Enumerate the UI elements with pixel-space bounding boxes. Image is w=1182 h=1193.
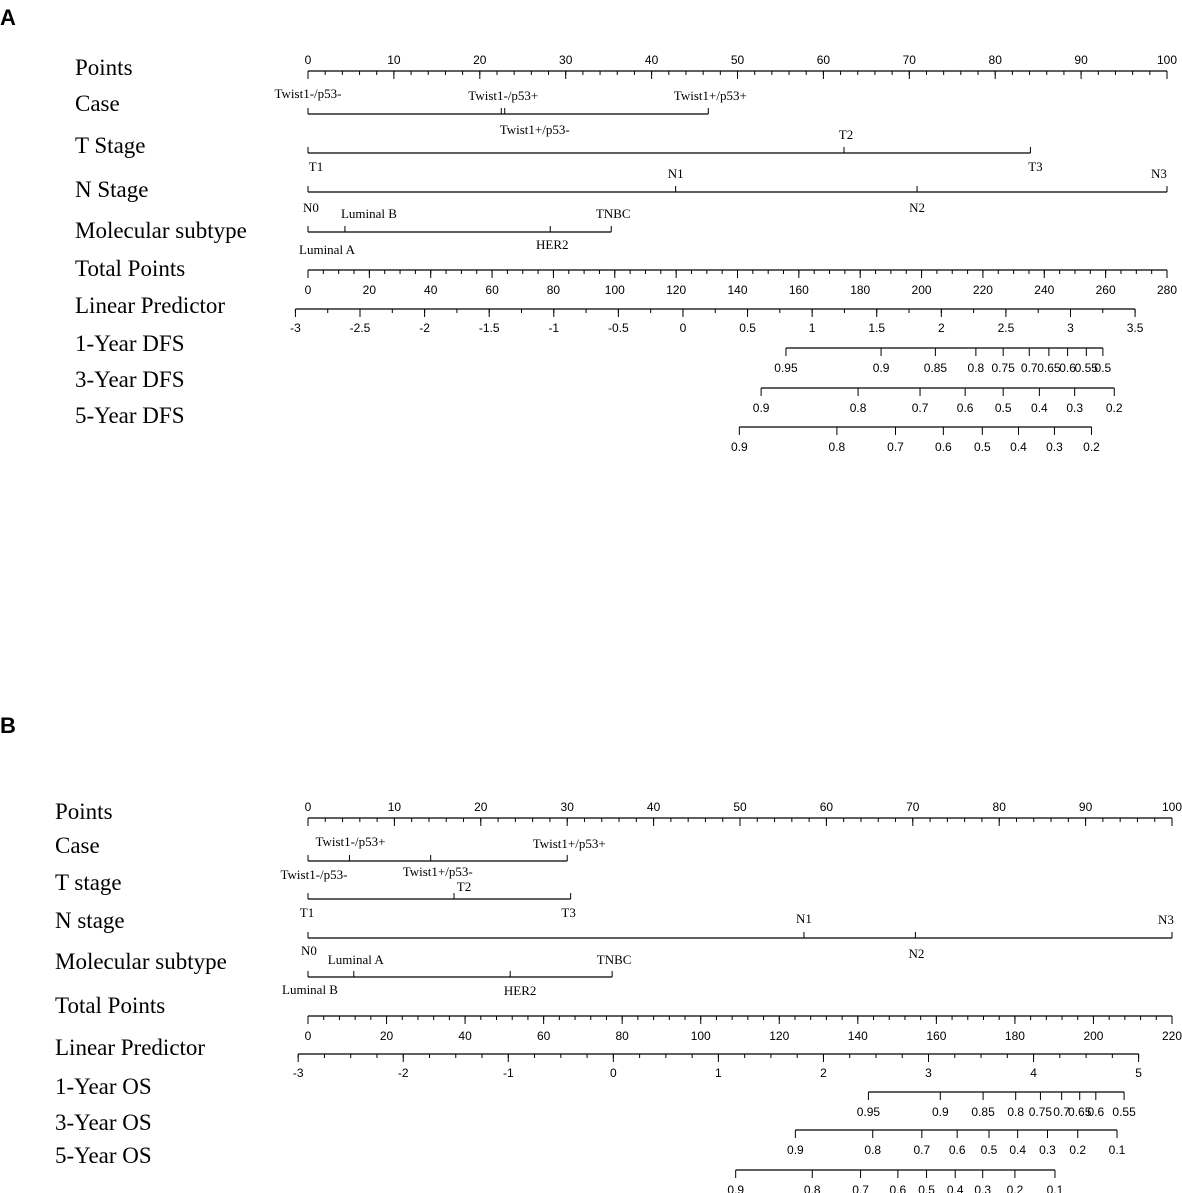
probability-label: 0.9 — [931, 1105, 949, 1119]
probability-label: 0.7 — [887, 440, 904, 454]
category-label: N2 — [909, 200, 925, 215]
probability-label: 0.6 — [889, 1183, 907, 1193]
probability-label: 0.6 — [948, 1143, 966, 1157]
panel-a — [0, 5, 1177, 454]
probability-label: 0.95 — [856, 1105, 881, 1119]
tick-label: 2 — [937, 321, 945, 335]
tick-label: 100 — [690, 1029, 711, 1043]
tick-label: 2 — [820, 1066, 827, 1080]
row-5-year-os — [55, 1143, 1064, 1193]
row-label: N stage — [55, 908, 125, 933]
probability-label: 0.9 — [730, 440, 748, 454]
tick-label: 50 — [733, 800, 747, 814]
tick-label: 60 — [485, 283, 499, 297]
probability-label: 0.8 — [849, 401, 867, 415]
tick-label: 0 — [610, 1066, 617, 1080]
probability-label: 0.3 — [1039, 1143, 1056, 1157]
panel-letter: A — [0, 5, 16, 30]
tick-label: -0.5 — [608, 321, 629, 335]
category-label: Luminal A — [299, 242, 355, 257]
probability-label: 0.4 — [946, 1183, 964, 1193]
row-case — [55, 833, 606, 882]
category-label: N1 — [795, 911, 812, 926]
tick-label: 40 — [424, 283, 438, 297]
tick-label: 3 — [925, 1066, 932, 1080]
tick-label: 2.5 — [997, 321, 1015, 335]
tick-label: 3 — [1067, 321, 1074, 335]
tick-label: 80 — [615, 1029, 629, 1043]
tick-label: -2 — [397, 1066, 409, 1080]
tick-label: 1 — [715, 1066, 722, 1080]
row-label: Linear Predictor — [55, 1035, 206, 1060]
category-label: Twist1+/p53+ — [673, 88, 747, 103]
probability-label: 0.8 — [864, 1143, 882, 1157]
row-molecular-subtype — [55, 949, 631, 998]
tick-label: 0 — [304, 800, 312, 814]
tick-label: 60 — [819, 800, 834, 814]
probability-label: 0.3 — [1046, 440, 1063, 454]
tick-label: 20 — [362, 283, 377, 297]
category-label: N0 — [303, 200, 319, 215]
tick-label: 80 — [992, 800, 1006, 814]
tick-label: -1.5 — [478, 321, 500, 335]
tick-label: 0.5 — [739, 321, 756, 335]
probability-label: 0.1 — [1046, 1183, 1064, 1193]
probability-label: 0.1 — [1108, 1143, 1126, 1157]
tick-label: 90 — [1078, 800, 1093, 814]
tick-label: 40 — [646, 800, 661, 814]
category-label: N2 — [908, 946, 925, 961]
category-label: Twist1-/p53+ — [468, 88, 539, 103]
row-points — [75, 53, 1177, 80]
tick-label: 80 — [546, 283, 561, 297]
probability-label: 0.6 — [956, 401, 974, 415]
category-label: N1 — [667, 166, 684, 181]
category-label: Luminal B — [282, 982, 338, 997]
tick-label: 20 — [379, 1029, 394, 1043]
panel-letter: B — [0, 713, 16, 738]
row-label: 5-Year DFS — [75, 403, 185, 428]
tick-label: 60 — [816, 53, 831, 67]
row-label: Total Points — [55, 993, 166, 1018]
category-label: T1 — [308, 159, 324, 174]
panel-b — [0, 713, 1182, 1193]
tick-label: 1 — [808, 321, 816, 335]
tick-label: 220 — [972, 283, 993, 297]
tick-label: 120 — [769, 1029, 790, 1043]
category-label: TNBC — [595, 206, 631, 221]
tick-label: 3.5 — [1126, 321, 1144, 335]
category-label: TNBC — [596, 952, 632, 967]
probability-label: 0.2 — [1083, 440, 1100, 454]
category-label: N3 — [1158, 912, 1174, 927]
row-label: Points — [55, 799, 113, 824]
probability-label: 0.7 — [1020, 361, 1038, 375]
row-linear-predictor — [75, 293, 1144, 335]
tick-label: 160 — [788, 283, 809, 297]
row-label: Linear Predictor — [75, 293, 226, 318]
tick-label: 180 — [850, 283, 871, 297]
tick-label: -3 — [292, 1066, 304, 1080]
probability-label: 0.75 — [1028, 1105, 1053, 1119]
tick-label: 4 — [1030, 1066, 1037, 1080]
tick-label: 10 — [387, 53, 401, 67]
row-label: 3-Year OS — [55, 1110, 152, 1135]
probability-label: 0.85 — [971, 1105, 995, 1119]
row-label: Molecular subtype — [55, 949, 227, 974]
tick-label: 140 — [727, 283, 748, 297]
category-label: N0 — [301, 943, 317, 958]
row-3-year-dfs — [75, 367, 1123, 415]
probability-label: 0.3 — [1066, 401, 1084, 415]
tick-label: 180 — [1004, 1029, 1025, 1043]
tick-label: 30 — [559, 53, 573, 67]
category-label: N3 — [1151, 166, 1167, 181]
tick-label: 50 — [730, 53, 745, 67]
probability-label: 0.4 — [1009, 1143, 1027, 1157]
tick-label: 220 — [1161, 1029, 1182, 1043]
tick-label: 80 — [988, 53, 1002, 67]
tick-label: 0 — [304, 1029, 312, 1043]
category-label: T1 — [299, 905, 315, 920]
tick-label: -2 — [419, 321, 430, 335]
category-label: HER2 — [503, 983, 537, 998]
category-label: Luminal A — [327, 952, 384, 967]
category-label: T2 — [838, 127, 854, 142]
tick-label: 10 — [387, 800, 402, 814]
probability-label: 0.9 — [752, 401, 770, 415]
probability-label: 0.2 — [1105, 401, 1123, 415]
tick-label: 20 — [474, 800, 488, 814]
probability-label: 0.5 — [918, 1183, 935, 1193]
probability-label: 0.9 — [872, 361, 890, 375]
row-1-year-dfs — [75, 331, 1112, 375]
probability-label: 0.4 — [1010, 440, 1027, 454]
probability-label: 0.9 — [787, 1143, 804, 1157]
row-label: 5-Year OS — [55, 1143, 152, 1168]
tick-label: 200 — [911, 283, 932, 297]
row-1-year-os — [55, 1074, 1136, 1119]
category-label: T3 — [561, 905, 576, 920]
tick-label: -2.5 — [349, 321, 371, 335]
category-label: Twist1+/p53- — [499, 122, 570, 137]
probability-label: 0.4 — [1031, 401, 1048, 415]
tick-label: 70 — [902, 53, 916, 67]
category-label: Luminal B — [340, 206, 397, 221]
probability-label: 0.7 — [911, 401, 929, 415]
tick-label: 0 — [679, 321, 687, 335]
row-label: Molecular subtype — [75, 218, 247, 243]
row-total-points — [75, 256, 1177, 297]
tick-label: 70 — [906, 800, 920, 814]
probability-label: 0.85 — [923, 361, 948, 375]
row-label: 3-Year DFS — [75, 367, 185, 392]
probability-label: 0.8 — [803, 1183, 821, 1193]
category-label: Twist1-/p53+ — [315, 834, 386, 849]
tick-label: 0 — [304, 283, 312, 297]
probability-label: 0.7 — [913, 1143, 931, 1157]
tick-label: 5 — [1135, 1066, 1142, 1080]
probability-label: 0.2 — [1069, 1143, 1087, 1157]
row-label: 1-Year OS — [55, 1074, 152, 1099]
probability-label: 0.55 — [1112, 1105, 1136, 1119]
category-label: Twist1+/p53- — [402, 864, 473, 879]
tick-label: 40 — [458, 1029, 472, 1043]
tick-label: 120 — [666, 283, 687, 297]
category-label: HER2 — [535, 237, 569, 252]
row-label: T stage — [55, 870, 122, 895]
category-label: Twist1-/p53- — [280, 867, 348, 882]
probability-label: 0.95 — [774, 361, 798, 375]
row-label: N Stage — [75, 177, 149, 202]
tick-label: 260 — [1095, 283, 1116, 297]
tick-label: 90 — [1074, 53, 1088, 67]
category-label: Twist1-/p53- — [274, 86, 342, 101]
probability-label: 0.65 — [1068, 1105, 1092, 1119]
probability-label: 0.6 — [935, 440, 952, 454]
tick-label: 1.5 — [868, 321, 886, 335]
probability-label: 0.7 — [852, 1183, 869, 1193]
tick-label: 160 — [926, 1029, 947, 1043]
probability-label: 0.3 — [974, 1183, 992, 1193]
row-label: Points — [75, 55, 133, 80]
probability-label: 0.5 — [973, 440, 991, 454]
tick-label: -1 — [502, 1066, 514, 1080]
row-total-points — [55, 993, 1182, 1043]
category-label: Twist1+/p53+ — [532, 836, 606, 851]
tick-label: 60 — [536, 1029, 551, 1043]
tick-label: 40 — [644, 53, 659, 67]
probability-label: 0.55 — [1074, 361, 1098, 375]
probability-label: 0.7 — [1053, 1105, 1070, 1119]
probability-label: 0.8 — [967, 361, 985, 375]
row-label: Case — [75, 91, 120, 116]
tick-label: 280 — [1156, 283, 1178, 297]
tick-label: 140 — [847, 1029, 868, 1043]
category-label: T2 — [456, 879, 472, 894]
row-points — [55, 799, 1182, 826]
row-3-year-os — [55, 1110, 1126, 1157]
probability-label: 0.6 — [1059, 361, 1076, 375]
probability-label: 0.8 — [1007, 1105, 1025, 1119]
row-label: Case — [55, 833, 100, 858]
tick-label: 0 — [304, 53, 312, 67]
probability-label: 0.6 — [1087, 1105, 1105, 1119]
probability-label: 0.2 — [1006, 1183, 1024, 1193]
probability-label: 0.65 — [1037, 361, 1061, 375]
tick-label: 100 — [1161, 800, 1182, 814]
tick-label: 30 — [560, 800, 574, 814]
row-molecular-subtype — [75, 206, 631, 257]
tick-label: 20 — [473, 53, 487, 67]
row-case — [75, 86, 747, 137]
row-linear-predictor — [55, 1035, 1142, 1080]
probability-label: 0.9 — [727, 1183, 745, 1193]
probability-label: 0.75 — [991, 361, 1015, 375]
probability-label: 0.5 — [994, 401, 1012, 415]
tick-label: 100 — [604, 283, 625, 297]
category-label: T3 — [1028, 159, 1043, 174]
tick-label: -1 — [548, 321, 560, 335]
row-5-year-dfs — [75, 403, 1100, 454]
row-label: T Stage — [75, 133, 146, 158]
probability-label: 0.5 — [980, 1143, 998, 1157]
tick-label: 240 — [1034, 283, 1055, 297]
tick-label: 100 — [1156, 53, 1178, 67]
probability-label: 0.5 — [1094, 361, 1112, 375]
row-label: Total Points — [75, 256, 186, 281]
row-label: 1-Year DFS — [75, 331, 185, 356]
probability-label: 0.8 — [828, 440, 846, 454]
tick-label: -3 — [290, 321, 301, 335]
tick-label: 200 — [1083, 1029, 1104, 1043]
